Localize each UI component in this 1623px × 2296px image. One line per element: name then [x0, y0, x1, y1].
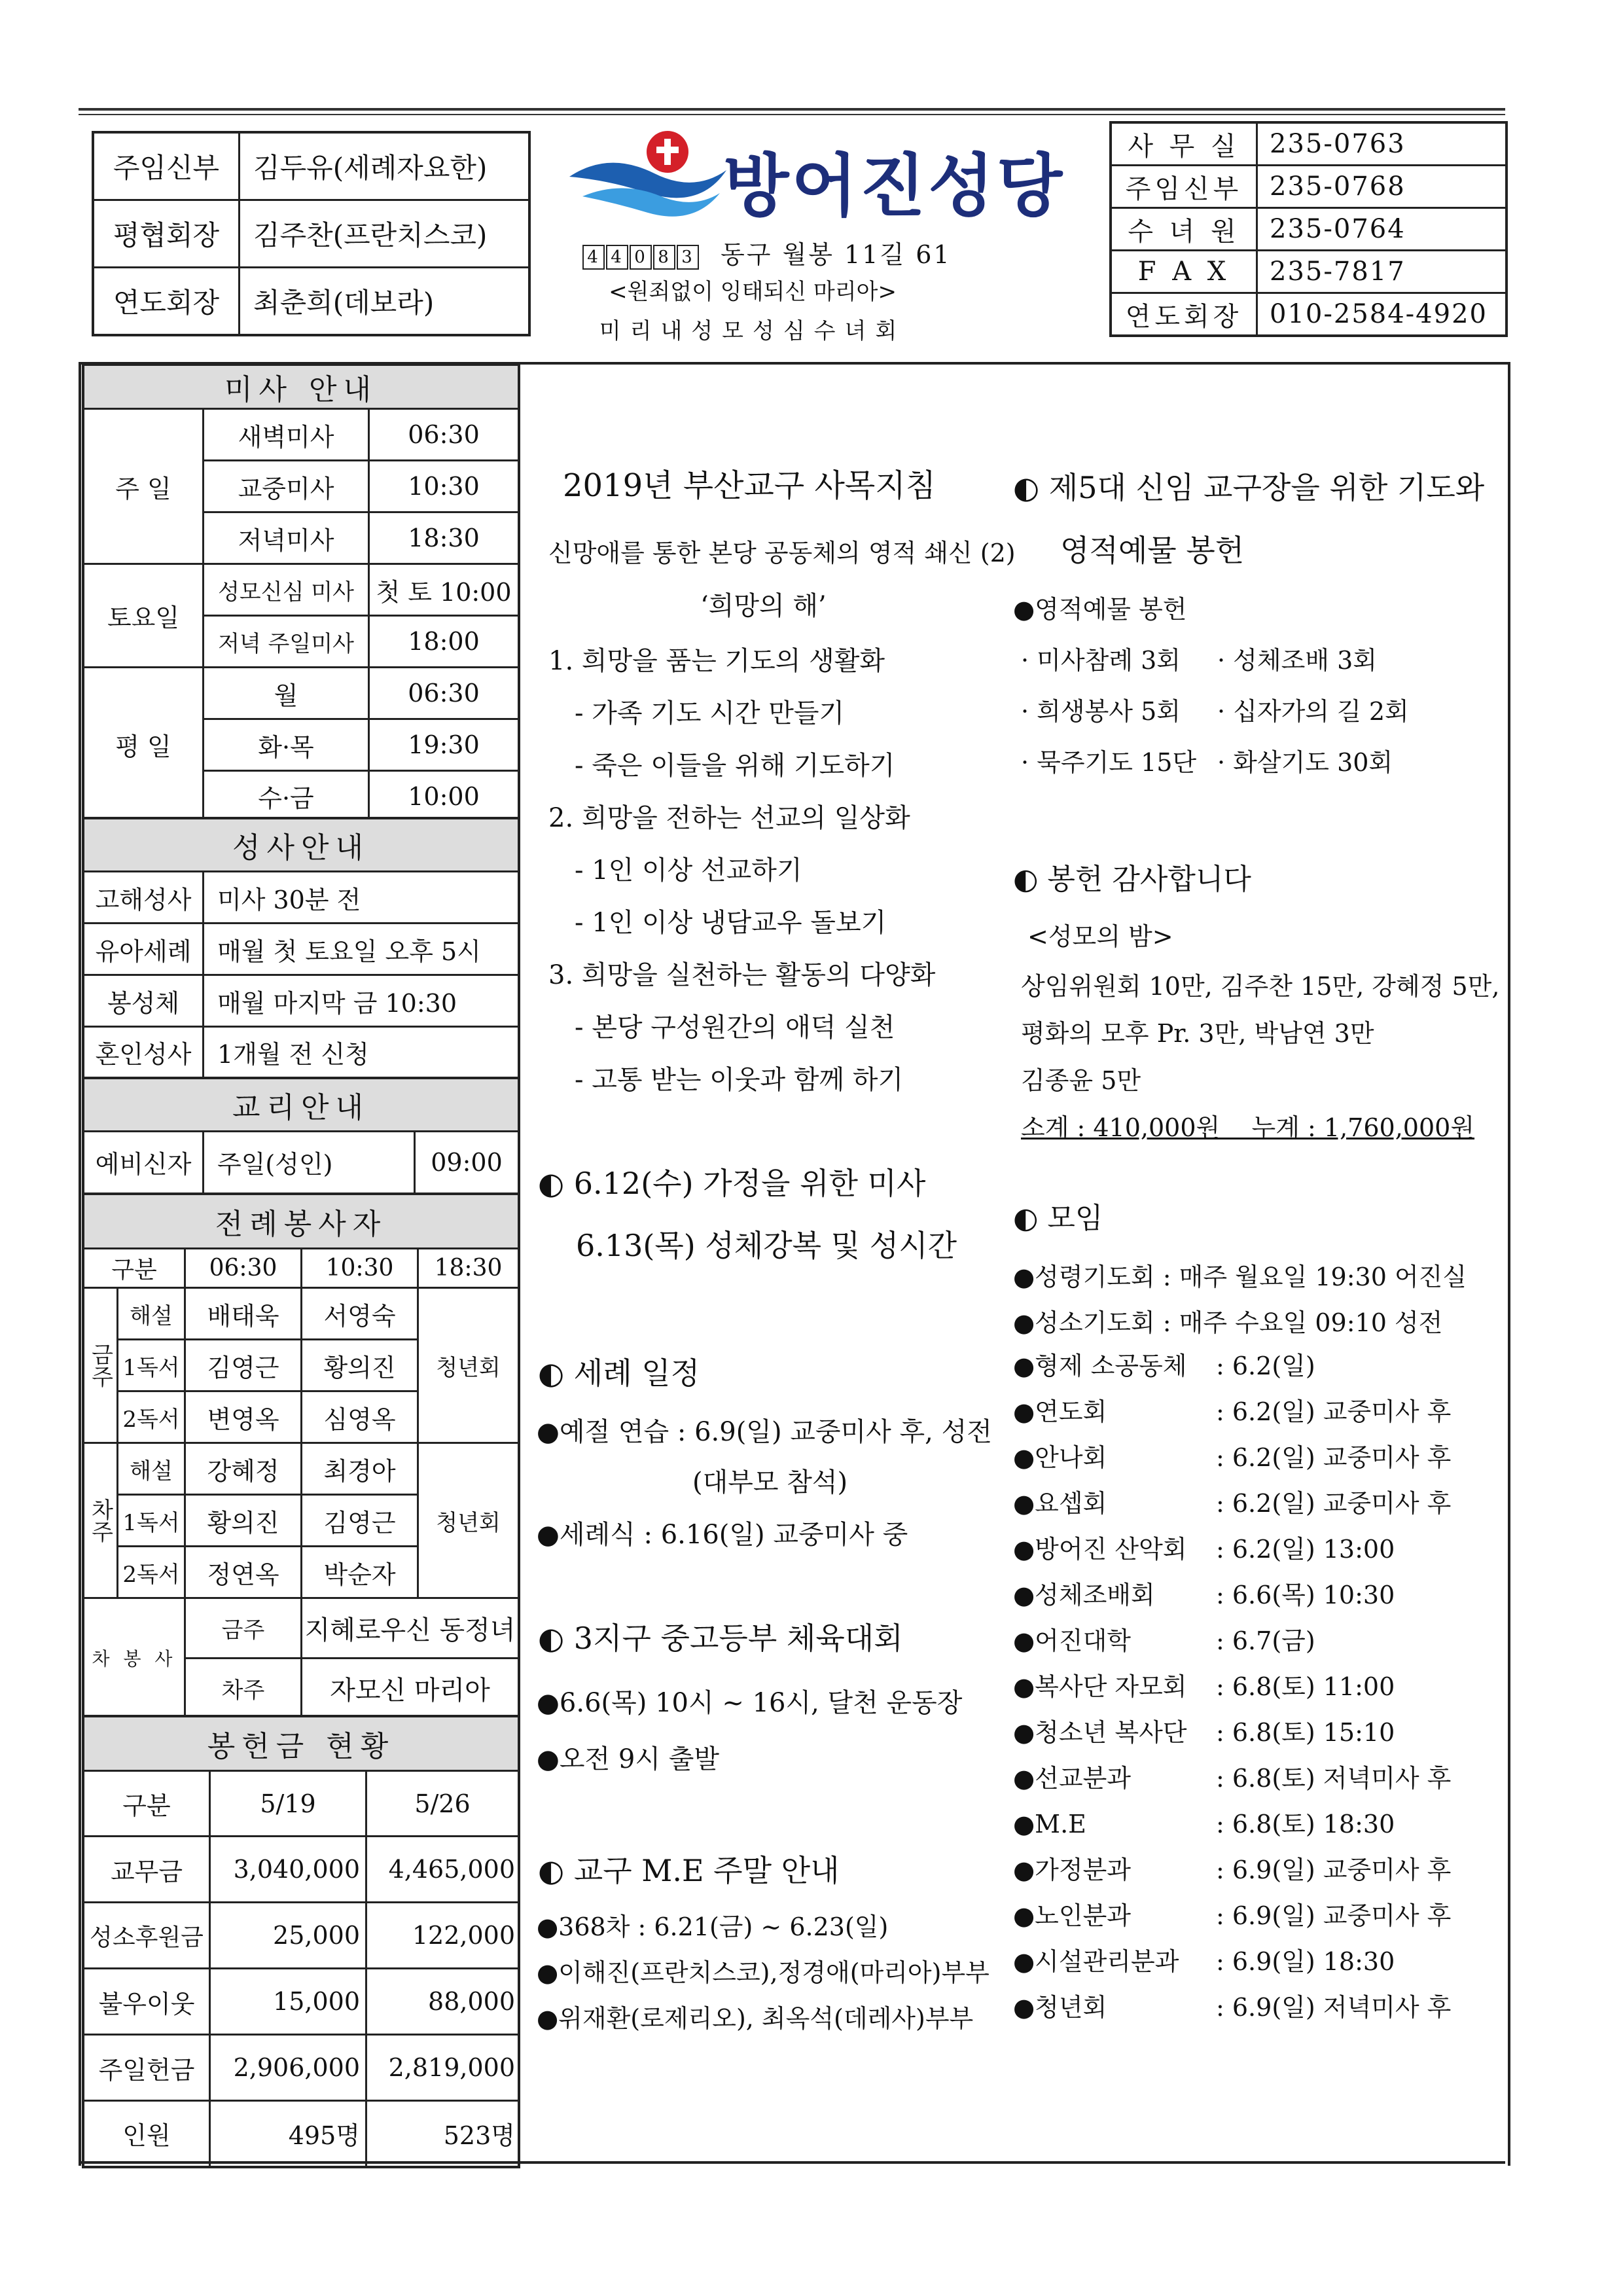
meeting-wide-text: 성소기도회 : 매주 수요일 09:10 성전: [1035, 1308, 1443, 1337]
offering-label: 불우이웃: [83, 1969, 210, 2035]
half-circle-icon: ◐: [538, 1355, 574, 1391]
bishop-heading: [1013, 470, 1485, 505]
thanks-heading: [1013, 865, 1251, 894]
meeting-row: [1013, 1491, 1484, 1537]
meeting-name-text: 청년회: [1035, 1993, 1107, 2022]
half-circle-icon: ◐: [1013, 1202, 1048, 1235]
meeting-row: [1013, 1903, 1484, 1949]
meeting-name-text: 연도회: [1035, 1397, 1107, 1426]
me-heading: [538, 1853, 840, 1888]
meeting-row: [1013, 1720, 1484, 1766]
meeting-time: : 6.2(일): [1216, 1352, 1315, 1380]
offering-label: 교무금: [83, 1837, 210, 1903]
pastoral-line: 1. 희망을 품는 기도의 생활화: [548, 646, 885, 676]
server-name: 서영숙: [302, 1288, 418, 1340]
meeting-time: : 6.9(일) 교중미사 후: [1216, 1901, 1452, 1930]
offering-col-header: 5/19: [210, 1771, 366, 1837]
server-role: 2독서: [118, 1391, 185, 1443]
meeting-name: ●복사단 자모회: [1013, 1672, 1187, 1701]
sports-line2: [537, 1746, 719, 1772]
family-mass-line1: [538, 1166, 926, 1201]
server-name: 황의진: [185, 1495, 302, 1547]
meeting-name-text: 안나회: [1035, 1443, 1107, 1472]
thanks-total: 소계 : 410,000원 누계 : 1,760,000원: [1021, 1113, 1475, 1142]
mass-name: 월: [204, 668, 369, 719]
server-role: 1독서: [118, 1340, 185, 1391]
mass-time: 06:30: [369, 668, 520, 719]
mass-name: 화·목: [204, 719, 369, 771]
offering-title: 봉헌금 현황: [83, 1716, 519, 1771]
contact-label: 주임신부: [1111, 166, 1257, 208]
meeting-row: [1013, 1857, 1484, 1903]
contact-table: [1109, 121, 1508, 337]
meeting-name: ●청년회: [1013, 1993, 1107, 2022]
baptism-line2: (대부모 참석): [692, 1467, 848, 1498]
bishop-item: · 미사참례 3회: [1021, 646, 1181, 675]
bishop-sub-text: 영적예물 봉헌: [1035, 595, 1187, 624]
meeting-time: : 6.9(일) 저녁미사 후: [1216, 1993, 1452, 2022]
thanks-line: 평화의 모후 Pr. 3만, 박남연 3만: [1021, 1019, 1374, 1048]
sacrament-info: 1개월 전 신청: [204, 1027, 520, 1079]
meeting-row: [1013, 1399, 1484, 1445]
meeting-time: : 6.9(일) 18:30: [1216, 1947, 1395, 1976]
half-circle-icon: ◐: [538, 1166, 574, 1201]
meeting-row: [1013, 1766, 1484, 1812]
mass-name: 저녁미사: [204, 512, 369, 564]
bishop-item-text: 화살기도 30회: [1233, 748, 1393, 777]
meetings-title: 모임: [1047, 1202, 1103, 1235]
meeting-time: : 6.2(일) 교중미사 후: [1216, 1489, 1452, 1518]
sacrament-name: 혼인성사: [83, 1027, 204, 1079]
server-name: 최경아: [302, 1443, 418, 1495]
pastoral-line: - 본당 구성원간의 애덕 실천: [575, 1013, 895, 1043]
doctrine-name: 예비신자: [83, 1132, 204, 1194]
meeting-name-text: 선교분과: [1035, 1764, 1132, 1793]
staff-name: 김주찬(프란치스코): [240, 200, 530, 268]
sacrament-info: 미사 30분 전: [204, 872, 520, 924]
me-line1: [537, 1914, 888, 1939]
me-line2-text: 이해진(프란치스코),정경애(마리아)부부: [558, 1958, 990, 1987]
bishop-item: · 희생봉사 5회: [1021, 697, 1181, 726]
sacrament-name: 봉성체: [83, 975, 204, 1027]
bullet-icon: ●: [537, 1958, 559, 1987]
staff-name: 최춘희(데보라): [240, 268, 530, 336]
pastoral-line: - 1인 이상 냉담교우 돌보기: [575, 908, 887, 938]
server-name: 변영옥: [185, 1391, 302, 1443]
meeting-row: [1013, 1995, 1484, 2041]
meeting-name-text: 요셉회: [1035, 1489, 1107, 1518]
mass-time: 18:00: [369, 616, 520, 668]
tea-group: 지혜로우신 동정녀: [302, 1598, 520, 1659]
bullet-icon: ●: [537, 1912, 559, 1941]
meeting-time: : 6.7(금): [1216, 1626, 1315, 1655]
postal-digit: 4: [582, 245, 605, 270]
address-text: 동구 월봉 11길 61: [721, 240, 952, 269]
bishop-item: · 화살기도 30회: [1217, 748, 1393, 777]
baptism-heading: [538, 1355, 700, 1391]
meeting-row: [1013, 1583, 1484, 1628]
bullet-icon: ●: [537, 1688, 560, 1718]
meeting-name-text: 어진대학: [1035, 1626, 1132, 1655]
thanks-event: <성모의 밤>: [1027, 922, 1173, 951]
sports-line1-text: 6.6(목) 10시 ~ 16시, 달천 운동장: [559, 1688, 963, 1718]
mass-time: 18:30: [369, 512, 520, 564]
mass-schedule-table: [82, 363, 520, 824]
pastoral-line: - 1인 이상 선교하기: [575, 855, 802, 886]
bullet-icon: ●: [1013, 1308, 1035, 1337]
address-line: [582, 234, 952, 270]
meeting-time: : 6.2(일) 교중미사 후: [1216, 1443, 1452, 1472]
sports-line1: [537, 1690, 962, 1716]
meeting-name: ●연도회: [1013, 1397, 1107, 1426]
server-name: 김영근: [185, 1340, 302, 1391]
thanks-line: 상임위원회 10만, 김주찬 15만, 강혜정 5만,: [1021, 972, 1500, 1001]
pastoral-line: - 고통 받는 이웃과 함께 하기: [575, 1065, 904, 1095]
postal-digit: 8: [653, 245, 675, 270]
parish-motto: <원죄없이 잉태되신 마리아>: [609, 279, 897, 305]
bishop-item: · 성체조배 3회: [1217, 646, 1377, 675]
offering-value: 3,040,000: [210, 1837, 366, 1903]
bullet-icon: ●: [537, 1744, 560, 1774]
half-circle-icon: ◐: [1013, 470, 1049, 505]
offering-value: 495명: [210, 2101, 366, 2167]
sacrament-info: 매월 마지막 금 10:30: [204, 975, 520, 1027]
tea-week: 금주: [185, 1598, 302, 1659]
meeting-name: ●M.E: [1013, 1810, 1086, 1839]
bishop-item-text: 십자가의 길 2회: [1233, 697, 1409, 726]
meeting-time: : 6.8(토) 15:10: [1216, 1718, 1395, 1747]
bishop-item-text: 희생봉사 5회: [1037, 697, 1181, 726]
meeting-name: ●시설관리분과: [1013, 1947, 1179, 1976]
offering-value: 122,000: [366, 1903, 520, 1969]
meeting-name-text: 복사단 자모회: [1035, 1672, 1187, 1701]
server-name: 심영옥: [302, 1391, 418, 1443]
server-name: 박순자: [302, 1547, 418, 1598]
meeting-row: [1013, 1445, 1484, 1491]
top-rule: [79, 108, 1505, 111]
postal-digit: 0: [630, 245, 652, 270]
mass-day-label: 토요일: [83, 564, 204, 668]
meeting-name-text: 가정분과: [1035, 1856, 1132, 1884]
bishop-item-text: 묵주기도 15단: [1037, 748, 1197, 777]
meeting-name-text: M.E: [1035, 1810, 1086, 1839]
sacrament-info: 매월 첫 토요일 오후 5시: [204, 924, 520, 975]
sports-heading: [538, 1621, 903, 1656]
offering-col-header: 5/26: [366, 1771, 520, 1837]
meeting-name-text: 청소년 복사단: [1035, 1718, 1187, 1747]
mass-title: 미사 안내: [83, 365, 519, 409]
offering-table: [82, 1715, 520, 2168]
bishop-item-text: 미사참례 3회: [1037, 646, 1181, 675]
contact-label: F A X: [1111, 251, 1257, 293]
server-name: 황의진: [302, 1340, 418, 1391]
pastoral-subtitle: 신망애를 통한 본당 공동체의 영적 쇄신 (2): [548, 539, 1016, 567]
baptism-line3-text: 세례식 : 6.16(일) 교중미사 중: [559, 1520, 908, 1550]
meeting-name-text: 형제 소공동체: [1035, 1352, 1187, 1380]
staff-name: 김두유(세례자요한): [240, 132, 530, 200]
pastoral-line: - 죽은 이들을 위해 기도하기: [575, 751, 895, 781]
staff-role: 평협회장: [93, 200, 240, 268]
meeting-name: ●선교분과: [1013, 1764, 1132, 1793]
sacrament-title: 성사안내: [83, 818, 519, 872]
meeting-row: [1013, 1812, 1484, 1857]
mass-day-label: 주 일: [83, 409, 204, 564]
server-role: 해설: [118, 1443, 185, 1495]
contact-value: 235-0768: [1257, 166, 1507, 208]
tea-group: 자모신 마리아: [302, 1659, 520, 1719]
sports-line2-text: 오전 9시 출발: [559, 1744, 719, 1774]
mass-time: 10:00: [369, 771, 520, 823]
offering-value: 2,906,000: [210, 2035, 366, 2101]
sports-title: 3지구 중고등부 체육대회: [573, 1621, 903, 1656]
bishop-item-text: 성체조배 3회: [1233, 646, 1377, 675]
half-circle-icon: ◐: [538, 1853, 574, 1888]
pastoral-theme: ‘희망의 해’: [700, 591, 827, 621]
offering-label: 주일헌금: [83, 2035, 210, 2101]
meeting-row: [1013, 1674, 1484, 1720]
server-evening: 청년회: [418, 1443, 520, 1598]
baptism-title: 세례 일정: [573, 1355, 700, 1391]
offering-value: 88,000: [366, 1969, 520, 2035]
meeting-name: ●안나회: [1013, 1443, 1107, 1472]
contact-label: 연도회장: [1111, 293, 1257, 336]
contact-value: 235-7817: [1257, 251, 1507, 293]
bullet-icon: ●: [537, 1520, 560, 1550]
offering-label: 성소후원금: [83, 1903, 210, 1969]
pastoral-line: 2. 희망을 전하는 선교의 일상화: [548, 803, 910, 833]
server-role: 1독서: [118, 1495, 185, 1547]
meeting-time: : 6.8(토) 11:00: [1216, 1672, 1395, 1701]
server-name: 김영근: [302, 1495, 418, 1547]
doctrine-title: 교리안내: [83, 1078, 519, 1132]
week-label: 금주: [83, 1288, 118, 1443]
offering-label: 인원: [83, 2101, 210, 2167]
meeting-name-text: 노인분과: [1035, 1901, 1132, 1930]
baptism-line3: [537, 1522, 908, 1548]
offering-value: 25,000: [210, 1903, 366, 1969]
sacrament-name: 고해성사: [83, 872, 204, 924]
meeting-row: [1013, 1949, 1484, 1995]
family-mass-text1: 6.12(수) 가정을 위한 미사: [573, 1166, 926, 1201]
mass-name: 저녁 주일미사: [204, 616, 369, 668]
meeting-time: : 6.8(토) 저녁미사 후: [1216, 1764, 1452, 1793]
tea-week: 차주: [185, 1659, 302, 1719]
meeting-name: ●성체조배회: [1013, 1581, 1155, 1609]
meeting-wide-text: 성령기도회 : 매주 월요일 19:30 어진실: [1035, 1263, 1467, 1291]
bullet-icon: ●: [1013, 595, 1035, 624]
servers-col-header: 10:30: [302, 1249, 418, 1288]
thanks-line: 김종윤 5만: [1021, 1066, 1141, 1095]
server-name: 강혜정: [185, 1443, 302, 1495]
mass-day-label: 평 일: [83, 668, 204, 823]
servers-title: 전례봉사자: [83, 1194, 519, 1249]
servers-col-header: 06:30: [185, 1249, 302, 1288]
server-name: 정연옥: [185, 1547, 302, 1598]
server-name: 배태욱: [185, 1288, 302, 1340]
meeting-name: ●청소년 복사단: [1013, 1718, 1187, 1747]
sacrament-table: [82, 817, 520, 1080]
me-line1-text: 368차 : 6.21(금) ~ 6.23(일): [558, 1912, 889, 1941]
bishop-item: · 묵주기도 15단: [1021, 748, 1197, 777]
postal-digit: 4: [606, 245, 628, 270]
offering-value: 15,000: [210, 1969, 366, 2035]
servers-col-header: 구분: [83, 1249, 185, 1288]
meeting-time: : 6.6(목) 10:30: [1216, 1581, 1395, 1609]
offering-col-header: 구분: [83, 1771, 210, 1837]
bullet-icon: ●: [537, 2004, 559, 2033]
mass-name: 새벽미사: [204, 409, 369, 461]
meeting-name: ●노인분과: [1013, 1901, 1132, 1930]
meeting-name-text: 성체조배회: [1035, 1581, 1155, 1609]
week-label: 차주: [83, 1443, 118, 1598]
meeting-list: [1013, 1354, 1484, 2041]
thanks-title: 봉헌 감사합니다: [1047, 863, 1251, 896]
me-line3-text: 위재환(로제리오), 최옥석(데레사)부부: [558, 2004, 974, 2033]
family-mass-line2: 6.13(목) 성체강복 및 성시간: [576, 1228, 957, 1263]
parish-name: 방어진성당: [723, 146, 1065, 226]
servers-table: [82, 1193, 520, 1720]
meeting-time: : 6.2(일) 13:00: [1216, 1535, 1395, 1564]
mass-name: 교중미사: [204, 461, 369, 512]
tea-service-label: 차 봉 사: [83, 1598, 185, 1719]
me-line3: [537, 2006, 973, 2031]
mass-name: 수·금: [204, 771, 369, 823]
half-circle-icon: ◐: [538, 1621, 574, 1656]
meeting-name: ●형제 소공동체: [1013, 1352, 1187, 1380]
server-evening: 청년회: [418, 1288, 520, 1443]
pastoral-line: 3. 희망을 실천하는 활동의 다양화: [548, 960, 936, 990]
postal-digit: 3: [677, 245, 699, 270]
meetings-heading: [1013, 1204, 1103, 1233]
parish-logo-icon: [563, 118, 733, 229]
me-line2: [537, 1960, 990, 1985]
doctrine-day: 주일(성인): [204, 1132, 415, 1194]
bishop-sub: [1013, 597, 1187, 622]
contact-value: 235-0764: [1257, 208, 1507, 251]
bishop-item: · 십자가의 길 2회: [1217, 697, 1409, 726]
meeting-time: : 6.9(일) 교중미사 후: [1216, 1856, 1452, 1884]
religious-order: 미리내성모성심수녀회: [599, 318, 906, 344]
mass-name: 성모신심 미사: [204, 564, 369, 616]
baptism-line1: [537, 1419, 992, 1445]
top-rule-thin: [79, 114, 1505, 115]
mass-time: 06:30: [369, 409, 520, 461]
meeting-name-text: 시설관리분과: [1035, 1947, 1179, 1976]
me-title: 교구 M.E 주말 안내: [573, 1853, 840, 1888]
meeting-wide: [1013, 1310, 1442, 1335]
meeting-row: [1013, 1628, 1484, 1674]
doctrine-table: [82, 1077, 520, 1195]
bullet-icon: ●: [537, 1417, 560, 1447]
meeting-name-text: 방어진 산악회: [1035, 1535, 1187, 1564]
doctrine-time: 09:00: [415, 1132, 520, 1194]
meeting-wide: [1013, 1265, 1467, 1289]
bishop-title1: 제5대 신임 교구장을 위한 기도와: [1048, 470, 1485, 505]
staff-role: 연도회장: [93, 268, 240, 336]
offering-value: 2,819,000: [366, 2035, 520, 2101]
meeting-row: [1013, 1354, 1484, 1399]
meeting-name: ●방어진 산악회: [1013, 1535, 1187, 1564]
servers-col-header: 18:30: [418, 1249, 520, 1288]
meeting-row: [1013, 1537, 1484, 1583]
bishop-title2: 영적예물 봉헌: [1060, 533, 1245, 568]
baptism-line1-text: 예절 연습 : 6.9(일) 교중미사 후, 성전: [559, 1417, 992, 1447]
contact-value: 235-0763: [1257, 122, 1507, 166]
mass-time: 10:30: [369, 461, 520, 512]
mass-time: 19:30: [369, 719, 520, 771]
contact-value: 010-2584-4920: [1257, 293, 1507, 336]
offering-value: 4,465,000: [366, 1837, 520, 1903]
server-role: 해설: [118, 1288, 185, 1340]
server-role: 2독서: [118, 1547, 185, 1598]
mass-time: 첫 토 10:00: [369, 564, 520, 616]
contact-label: 사 무 실: [1111, 122, 1257, 166]
meeting-name: ●가정분과: [1013, 1856, 1132, 1884]
pastoral-title: 2019년 부산교구 사목지침: [563, 467, 936, 504]
offering-value: 523명: [366, 2101, 520, 2167]
staff-role: 주임신부: [93, 132, 240, 200]
half-circle-icon: ◐: [1013, 863, 1048, 896]
meeting-time: : 6.2(일) 교중미사 후: [1216, 1397, 1452, 1426]
meeting-name: ●어진대학: [1013, 1626, 1132, 1655]
sacrament-name: 유아세례: [83, 924, 204, 975]
pastoral-line: - 가족 기도 시간 만들기: [575, 698, 845, 728]
contact-label: 수 녀 원: [1111, 208, 1257, 251]
meeting-time: : 6.8(토) 18:30: [1216, 1810, 1395, 1839]
bullet-icon: ●: [1013, 1263, 1035, 1291]
meeting-name: ●요셉회: [1013, 1489, 1107, 1518]
